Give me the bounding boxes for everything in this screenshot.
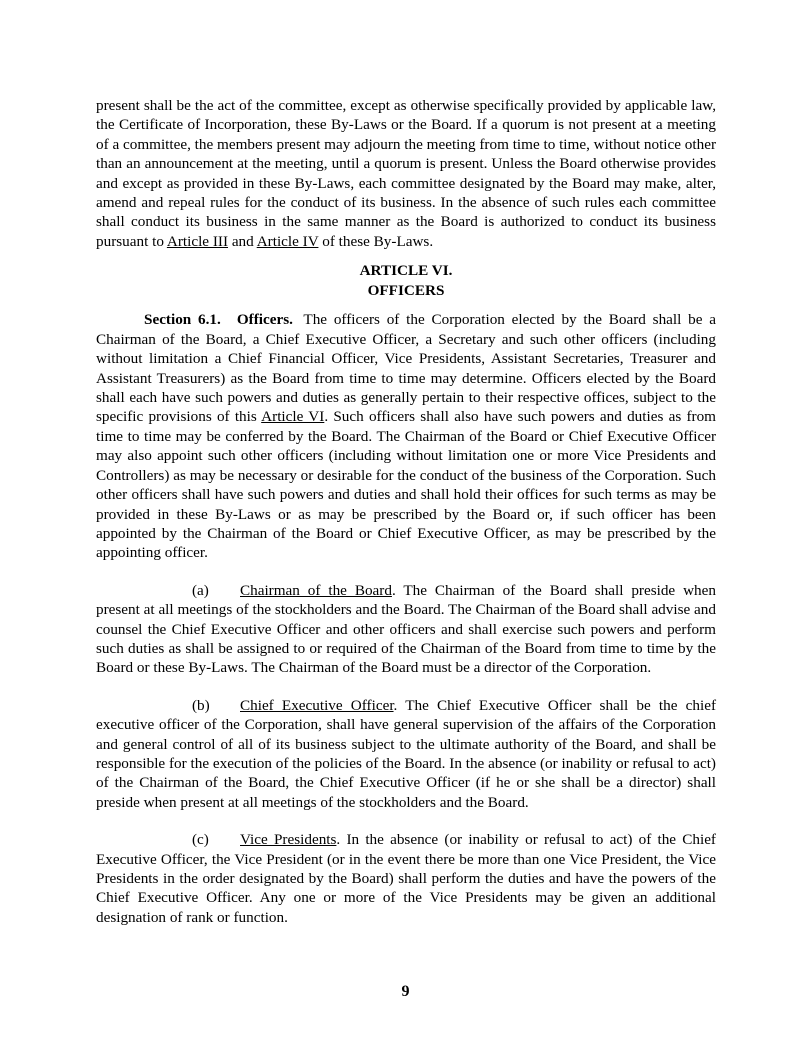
intro-text-end: of these By-Laws. — [318, 232, 434, 250]
subsection-c — [96, 830, 716, 927]
subsection-a — [96, 581, 716, 678]
subsection-title: Chairman of the Board — [240, 581, 392, 599]
section-6-1-paragraph — [96, 310, 716, 562]
subsection-title: Vice Presidents — [240, 831, 337, 849]
section-text: The officers of the Corporation elected by the Board shall be a Chairman of the Board, a Chief Executive Officer, a Secretary and such other officers (including without limitation a Chief Financial Officer, Vice Presidents, Assistant Secretaries, Treasurer and Assistant Treasurers) as the Board from time to time may determine. Officers elected by the Board shall each have such powers and duties as generally pertain to their respective offices, subject to the specific provisions of this — [96, 311, 716, 426]
intro-text-mid: and — [228, 232, 257, 250]
article-vi-link[interactable]: Article VI — [261, 408, 325, 426]
spacer — [96, 563, 716, 581]
article-iii-link[interactable]: Article III — [166, 232, 229, 250]
subsection-title: Chief Executive Officer — [240, 696, 394, 714]
subsection-label: (a) — [192, 581, 209, 599]
subsection-text: . In the absence (or inability or refusal to act) of the Chief Executive Officer, the Vice President (or in the event there be more than one Vice President, the Vice Presidents in the order designated by the Board) shall perform the duties and have the powers of the Chief Executive Officer. Any one or more of the Vice Presidents may be given an additional designation of rank or function. — [96, 831, 716, 926]
subsection-b — [96, 696, 716, 812]
document-page — [96, 96, 716, 927]
page-number: 9 — [401, 983, 410, 1000]
spacer — [96, 678, 716, 696]
subsection-label: (c) — [192, 831, 209, 849]
article-iv-link[interactable]: Article IV — [256, 232, 319, 250]
article-title: OFFICERS — [367, 281, 445, 299]
intro-text: present shall be the act of the committee, except as otherwise specifically provided by applicable law, the Certificate of Incorporation, these By-Laws or the Board. If a quorum is not present at a meeting of a committee, the members present may adjourn the meeting from time to time, without notice other than an announcement at the meeting, until a quorum is present. Unless the Board otherwise provides and except as provided in these By-Laws, each committee designated by the Board may make, alter, amend and repeal rules for the conduct of its business. In the absence of such rules each committee shall conduct its business in the same manner as the Board is authorized to conduct its business pursuant to — [96, 97, 716, 250]
subsection-label: (b) — [192, 696, 210, 714]
subsection-text: . The Chief Executive Officer shall be the chief executive officer of the Corporation, shall have general supervision of the affairs of the Corporation and general control of all of its business subject to the ultimate authority of the Board, and shall be responsible for the execution of the policies of the Board. In the absence (or inability or refusal to act) of the Chairman of the Board, the Chief Executive Officer (if he or she shall be a director) shall preside when present at all meetings of the stockholders and the Board. — [96, 696, 716, 811]
subsection-text: . The Chairman of the Board shall preside when present at all meetings of the stockholders and the Board. The Chairman of the Board shall advise and counsel the Chief Executive Officer and other officers and shall exercise such powers and perform such duties as shall be assigned to or required of the Chairman of the Board from time to time by the Board or these By-Laws. The Chairman of the Board must be a director of the Corporation. — [96, 581, 716, 677]
spacer — [96, 812, 716, 830]
article-heading — [96, 261, 716, 300]
article-number: ARTICLE VI. — [359, 262, 453, 280]
section-label: Section 6.1. — [144, 311, 221, 329]
intro-paragraph — [96, 96, 716, 251]
section-text-end: . Such officers shall also have such powers and duties as from time to time may be conferred by the Board. The Chairman of the Board or Chief Executive Officer may also appoint such other officers (including without limitation one or more Vice Presidents and Controllers) as may be necessary or desirable for the conduct of the business of the Corporation. Such other officers shall have such powers and duties and shall hold their offices for such terms as may be provided in these By-Laws or as may be prescribed by the Board or, if such officer has been appointed by the Chairman of the Board or Chief Executive Officer, as may be prescribed by the appointing officer. — [96, 408, 716, 562]
section-title: Officers. — [236, 311, 293, 329]
